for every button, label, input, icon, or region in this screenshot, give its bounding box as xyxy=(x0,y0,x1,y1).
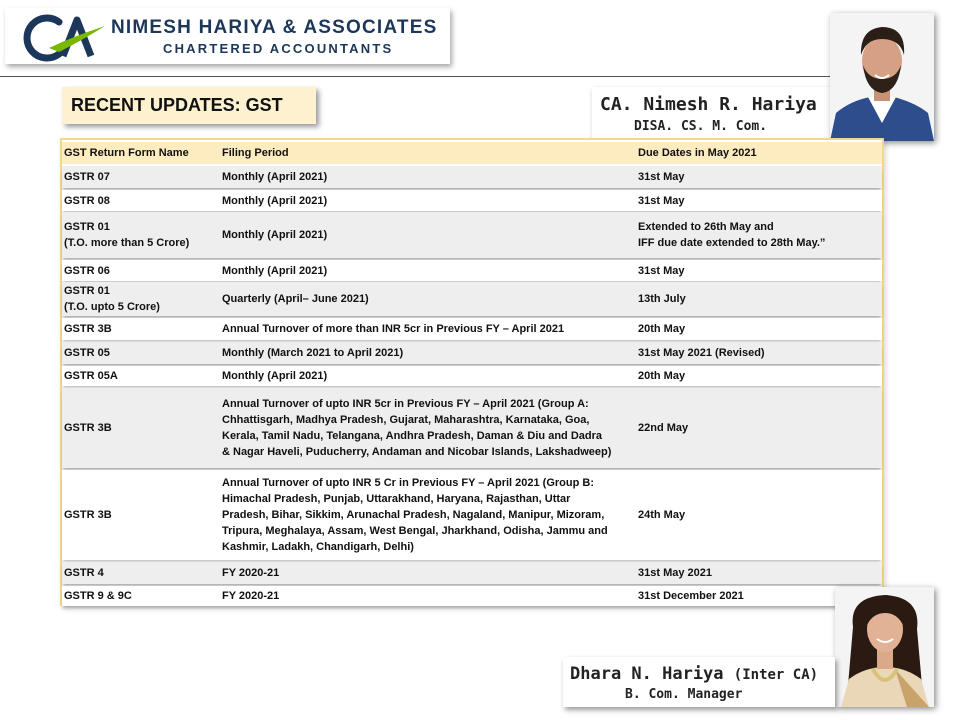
header-divider xyxy=(0,76,830,77)
filing-period-cell xyxy=(222,368,637,384)
person2-role: (Inter CA) xyxy=(733,667,819,683)
form-name-cell xyxy=(64,345,219,361)
person2-name-line xyxy=(570,664,818,684)
firm-subtitle: CHARTERED ACCOUNTANTS xyxy=(163,41,394,56)
form-name-cell xyxy=(64,219,219,251)
due-date-cell xyxy=(638,368,882,384)
man-portrait-icon xyxy=(830,13,934,141)
due-date-cell-line: 31st May 2021 xyxy=(638,567,712,579)
form-name-cell-line: GSTR 3B xyxy=(64,509,112,521)
filing-period-cell-line: Monthly (March 2021 to April 2021) xyxy=(222,347,404,359)
due-date-cell-line: 20th May xyxy=(638,370,686,382)
header-due-dates: Due Dates in May 2021 xyxy=(638,147,757,159)
person2-credentials: B. Com. Manager xyxy=(625,687,743,702)
firm-logo-banner xyxy=(5,8,450,64)
table-row xyxy=(62,318,882,340)
table-row xyxy=(62,282,882,316)
form-name-cell xyxy=(64,368,219,384)
filing-period-cell xyxy=(222,227,637,243)
due-date-cell xyxy=(638,321,882,337)
filing-period-cell xyxy=(222,263,637,279)
due-date-cell-line: 24th May xyxy=(638,509,686,521)
due-date-cell xyxy=(638,169,882,185)
due-date-cell xyxy=(638,565,882,581)
form-name-cell-line: GSTR 9 & 9C xyxy=(64,590,132,602)
section-title: RECENT UPDATES: GST xyxy=(71,95,283,115)
filing-period-cell xyxy=(222,193,637,209)
form-name-cell xyxy=(64,420,219,436)
ca-logo-icon xyxy=(19,12,109,62)
filing-period-cell-line: Annual Turnover of upto INR 5 Cr in Previous FY – April 2021 (Group B: xyxy=(222,477,595,489)
filing-period-cell xyxy=(222,291,637,307)
due-date-cell xyxy=(638,193,882,209)
filing-period-cell-line: FY 2020-21 xyxy=(222,567,280,579)
filing-period-cell xyxy=(222,565,637,581)
table-row xyxy=(62,342,882,364)
filing-period-cell-line: Monthly (April 2021) xyxy=(222,370,328,382)
due-date-cell xyxy=(638,219,882,251)
filing-period-cell-line: Chhattisgarh, Madhya Pradesh, Gujarat, Maharashtra, Karnataka, Goa, xyxy=(222,414,590,426)
form-name-cell xyxy=(64,565,219,581)
filing-period-cell-line: Monthly (April 2021) xyxy=(222,264,328,277)
header-filing-period: Filing Period xyxy=(222,147,289,159)
filing-period-cell-line: & Nagar Haveli, Puducherry, Andaman and Nicobar Islands, Lakshadweep) xyxy=(222,446,612,458)
table-row xyxy=(62,212,882,258)
form-name-cell-line: GSTR 05A xyxy=(64,370,118,382)
filing-period-cell-line: Monthly (April 2021) xyxy=(222,229,328,241)
table-header-row xyxy=(62,142,882,164)
filing-period-cell-line: Kerala, Tamil Nadu, Telangana, Andhra Pradesh, Daman & Diu and Dadra xyxy=(222,430,602,442)
table-row xyxy=(62,586,882,606)
filing-period-cell-line: Monthly (April 2021) xyxy=(222,171,328,183)
table-row xyxy=(62,470,882,560)
filing-period-cell-line: Annual Turnover of more than INR 5cr in Previous FY – April 2021 xyxy=(222,323,565,335)
due-date-cell xyxy=(638,263,882,279)
table-row xyxy=(62,260,882,281)
table-row xyxy=(62,562,882,584)
woman-portrait-icon xyxy=(835,587,934,707)
table-row xyxy=(62,166,882,188)
gst-due-dates-table xyxy=(60,138,884,606)
filing-period-cell-line: Pradesh, Bihar, Sikkim, Arunachal Pradesh, Nagaland, Manipur, Mizoram, xyxy=(222,509,605,521)
header-form-name: GST Return Form Name xyxy=(64,147,189,159)
due-date-cell xyxy=(638,291,882,307)
due-date-cell-line: 31st May xyxy=(638,171,685,183)
filing-period-cell-line: Monthly (April 2021) xyxy=(222,194,328,207)
filing-period-cell xyxy=(222,345,637,361)
due-date-cell-line: IFF due date extended to 28th May.” xyxy=(638,237,826,249)
table-row xyxy=(62,190,882,211)
due-date-cell-line: 31st May xyxy=(638,264,685,277)
filing-period-cell-line: Kashmir, Ladakh, Chandigarh, Delhi) xyxy=(222,541,414,553)
form-name-cell xyxy=(64,169,219,185)
filing-period-cell xyxy=(222,321,637,337)
table-row xyxy=(62,388,882,468)
form-name-cell-line: GSTR 08 xyxy=(64,194,110,207)
due-date-cell-line: 31st May 2021 (Revised) xyxy=(638,347,765,359)
filing-period-cell-line: Tripura, Meghalaya, Assam, West Bengal, Jharkhand, Odisha, Jammu and xyxy=(222,525,608,537)
firm-name: NIMESH HARIYA & ASSOCIATES xyxy=(111,17,438,38)
person1-card xyxy=(592,87,830,139)
filing-period-cell-line: Annual Turnover of upto INR 5cr in Previous FY – April 2021 (Group A: xyxy=(222,398,589,410)
form-name-cell-line: GSTR 3B xyxy=(64,323,112,335)
filing-period-cell-line: FY 2020-21 xyxy=(222,590,280,602)
form-name-cell-line: GSTR 01 xyxy=(64,285,110,297)
form-name-cell-line: GSTR 07 xyxy=(64,171,110,183)
form-name-cell xyxy=(64,588,219,604)
section-title-box xyxy=(62,87,316,124)
due-date-cell xyxy=(638,420,882,436)
due-date-cell xyxy=(638,345,882,361)
form-name-cell-line: GSTR 01 xyxy=(64,221,110,233)
filing-period-cell-line: Himachal Pradesh, Punjab, Uttarakhand, Haryana, Rajasthan, Uttar xyxy=(222,493,571,505)
due-date-cell xyxy=(638,507,882,523)
filing-period-cell xyxy=(222,475,637,555)
due-date-cell-line: 31st May xyxy=(638,194,685,207)
person1-credentials: DISA. CS. M. Com. xyxy=(634,119,768,134)
form-name-cell xyxy=(64,263,219,279)
filing-period-cell xyxy=(222,396,637,460)
due-date-cell-line: 22nd May xyxy=(638,422,689,434)
form-name-cell xyxy=(64,507,219,523)
form-name-cell-line: (T.O. more than 5 Crore) xyxy=(64,237,190,249)
table-row xyxy=(62,366,882,386)
due-date-cell-line: 13th July xyxy=(638,293,686,305)
form-name-cell-line: GSTR 05 xyxy=(64,347,110,359)
due-date-cell-line: 20th May xyxy=(638,323,686,335)
form-name-cell xyxy=(64,283,219,315)
form-name-cell-line: GSTR 4 xyxy=(64,567,104,579)
person2-name: Dhara N. Hariya xyxy=(570,664,724,684)
person1-name: CA. Nimesh R. Hariya xyxy=(600,94,817,115)
form-name-cell-line: GSTR 06 xyxy=(64,264,110,277)
filing-period-cell xyxy=(222,588,637,604)
due-date-cell-line: Extended to 26th May and xyxy=(638,221,774,233)
form-name-cell-line: (T.O. upto 5 Crore) xyxy=(64,301,160,313)
filing-period-cell-line: Quarterly (April– June 2021) xyxy=(222,293,369,305)
filing-period-cell xyxy=(222,169,637,185)
form-name-cell-line: GSTR 3B xyxy=(64,422,112,434)
due-date-cell-line: 31st December 2021 xyxy=(638,590,744,602)
form-name-cell xyxy=(64,321,219,337)
form-name-cell xyxy=(64,193,219,209)
person2-card xyxy=(563,657,835,707)
